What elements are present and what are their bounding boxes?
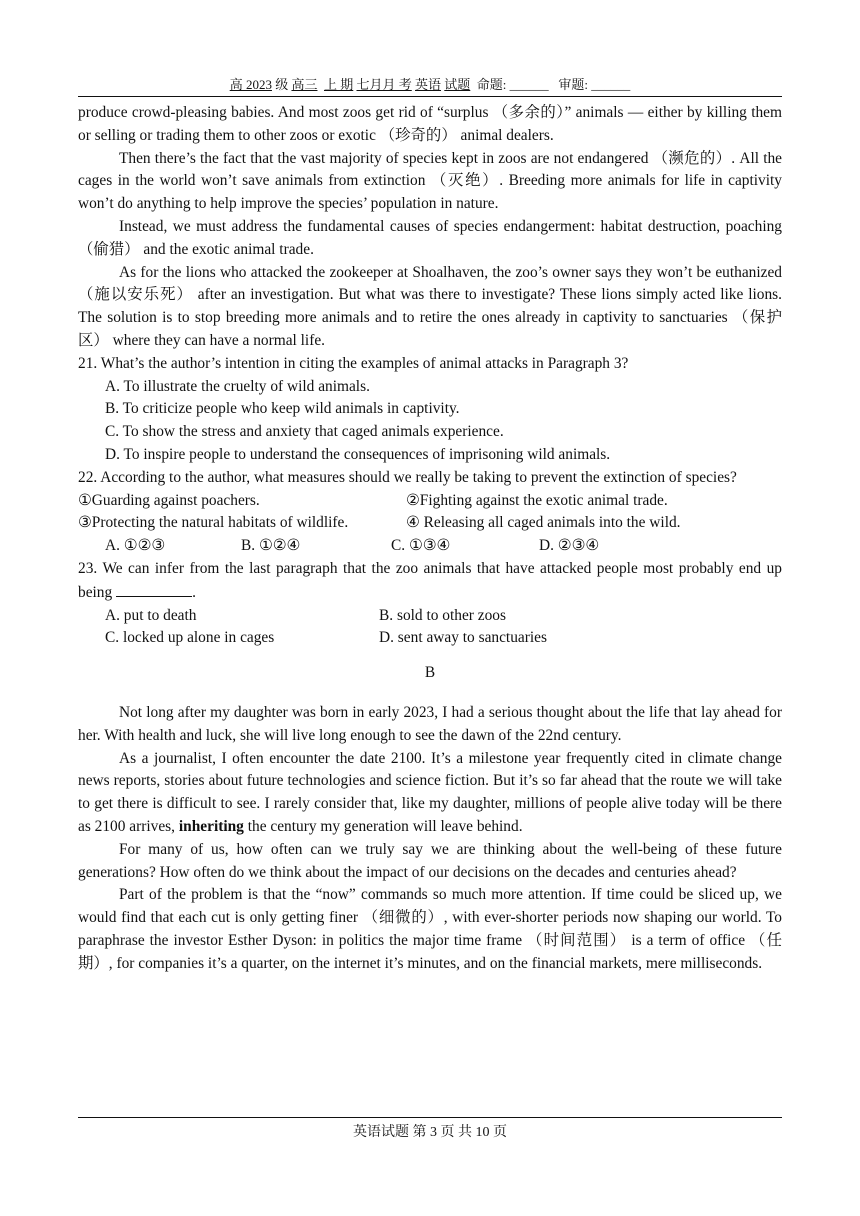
header-setter: 命题: ______ bbox=[476, 77, 549, 92]
question-22-stem: 22. According to the author, what measures should we really be taking to prevent the extinction of species? bbox=[78, 468, 737, 486]
header-exam-name: 七月月 考 bbox=[356, 77, 412, 92]
question-23-option-b: B. sold to other zoos bbox=[379, 606, 506, 624]
answer-blank bbox=[116, 581, 192, 597]
page-content bbox=[78, 102, 782, 975]
statement-4: ④ Releasing all caged animals into the wild. bbox=[406, 514, 681, 532]
section-b-heading: B bbox=[424, 664, 436, 682]
header-divider bbox=[78, 96, 782, 97]
question-22-option-d: D. ②③④ bbox=[539, 537, 600, 555]
passage-a-paragraph: Then there’s the fact that the vast majority of species kept in zoos are not endangered （濒危的）. All the cages in the world won’t save animals from extinction （灭绝）. Breeding more animals for life in captivity won’t do anything to help improve the species’ population in nature. bbox=[78, 149, 782, 213]
header-reviewer: 审题: ______ bbox=[558, 77, 631, 92]
header-year: 高 2023 bbox=[229, 77, 272, 92]
bold-word-inheriting: inheriting bbox=[178, 817, 244, 835]
passage-a-paragraph: As for the lions who attacked the zookeeper at Shoalhaven, the zoo’s owner says they won’t be euthanized （施以安乐死） after an investigation. But what was there to investigate? These lions simply acted like lions. The solution is to stop breeding more animals and to retire the ones already in captivity to sanctuaries （保护区） where they can have a normal life. bbox=[78, 263, 782, 349]
question-22-option-b: B. ①②④ bbox=[241, 537, 301, 555]
question-22-option-c: C. ①③④ bbox=[391, 537, 451, 555]
statement-3: ③Protecting the natural habitats of wildlife. bbox=[78, 514, 349, 532]
question-23-stem-end: . bbox=[192, 583, 196, 601]
question-23-option-a: A. put to death bbox=[105, 606, 197, 624]
passage-b-paragraph: Part of the problem is that the “now” commands so much more attention. If time could be sliced up, we would find that each cut is only getting finer （细微的）, with ever-shorter periods now shaping our world. To paraphrase the investor Esther Dyson: in politics the major time frame （时间范围） is a term of office （任期）, for companies it’s a quarter, on the internet it’s minutes, and on the financial markets, mere milliseconds. bbox=[78, 886, 782, 972]
header-doc-type: 试题 bbox=[444, 77, 471, 92]
passage-a-paragraph: Instead, we must address the fundamental causes of species endangerment: habitat destruction, poaching （偷猎） and the exotic animal trade. bbox=[78, 217, 782, 258]
question-23-options bbox=[78, 605, 782, 651]
passage-b-p2-end: the century my generation will leave behind. bbox=[247, 817, 523, 835]
question-22-options bbox=[78, 535, 782, 558]
question-22-option-a: A. ①②③ bbox=[105, 537, 166, 555]
statement-1: ①Guarding against poachers. bbox=[78, 491, 260, 509]
question-23-option-d: D. sent away to sanctuaries bbox=[379, 629, 547, 647]
question-21-stem: 21. What’s the author’s intention in citing the examples of animal attacks in Paragraph 3? bbox=[78, 354, 629, 372]
page-footer: 英语试题 第 3 页 共 10 页 bbox=[353, 1125, 507, 1140]
question-23-option-c: C. locked up alone in cages bbox=[105, 629, 275, 647]
passage-a-paragraph: produce crowd-pleasing babies. And most zoos get rid of “surplus （多余的）” animals — either by killing them or selling or trading them to other zoos or exotic （珍奇的） animal dealers. bbox=[78, 104, 782, 144]
header-grade: 高三 bbox=[291, 77, 318, 92]
question-21-option-b: B. To criticize people who keep wild animals in captivity. bbox=[105, 400, 460, 418]
question-23-stem bbox=[78, 558, 782, 605]
page-header bbox=[78, 76, 782, 94]
header-subject: 英语 bbox=[415, 77, 442, 92]
passage-b-paragraph bbox=[78, 748, 782, 839]
question-23-stem-text: 23. We can infer from the last paragraph that the zoo animals that have attacked people most probably end up being bbox=[78, 559, 782, 601]
passage-b-p2-start: As a journalist, I often encounter the date 2100. It’s a milestone year frequently cited in climate change news reports, stories about future technologies and science fiction. But it’s so far ahead that the route we will take to get there is difficult to see. I rarely consider that, like my daughter, millions of people alive today will be there as 2100 arrives, bbox=[78, 749, 782, 835]
question-21-option-c: C. To show the stress and anxiety that caged animals experience. bbox=[105, 423, 504, 441]
statement-2: ②Fighting against the exotic animal trade. bbox=[406, 491, 668, 509]
passage-b-paragraph: For many of us, how often can we truly say we are thinking about the well-being of these future generations? How often do we think about the impact of our decisions on the decades and centuries ahead? bbox=[78, 840, 782, 881]
header-term: 上 期 bbox=[323, 77, 354, 92]
question-21-option-d: D. To inspire people to understand the consequences of imprisoning wild animals. bbox=[105, 445, 611, 463]
passage-b-paragraph: Not long after my daughter was born in early 2023, I had a serious thought about the life that lay ahead for her. With health and luck, she will live long enough to see the dawn of the 22nd century. bbox=[78, 703, 782, 744]
footer-divider bbox=[78, 1117, 782, 1118]
question-22-statements bbox=[78, 490, 782, 536]
header-grade-label: 级 bbox=[275, 77, 289, 92]
question-21-option-a: A. To illustrate the cruelty of wild animals. bbox=[105, 377, 370, 395]
